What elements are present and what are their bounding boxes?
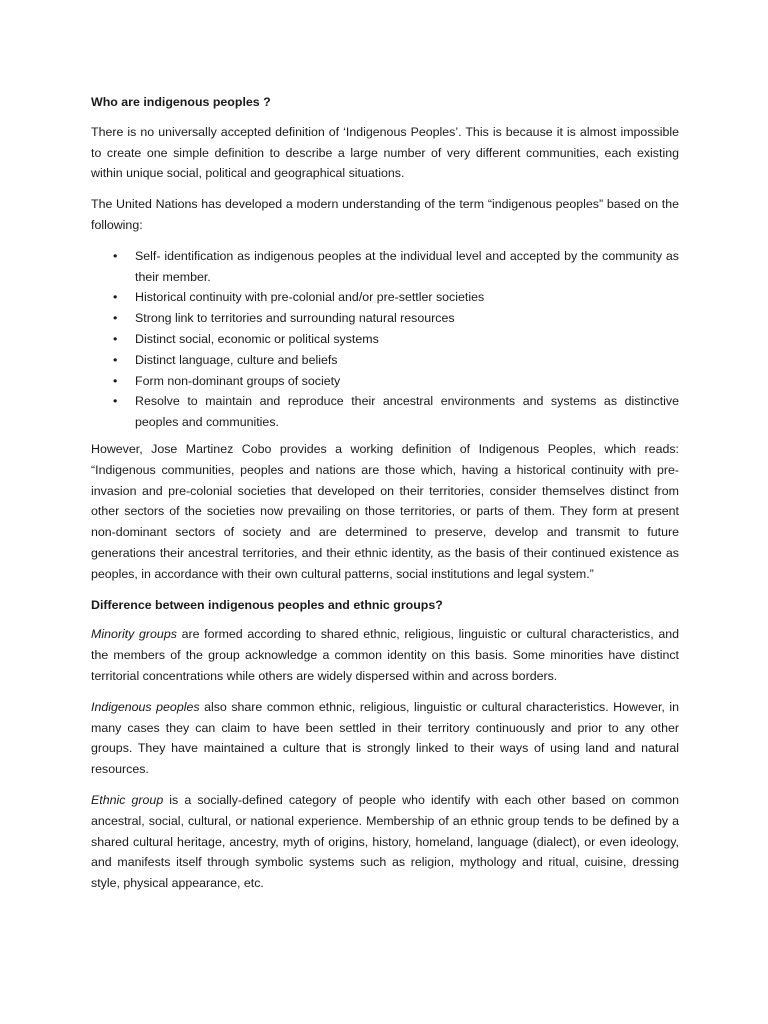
paragraph-cobo-definition: However, Jose Martinez Cobo provides a working definition of Indigenous Peoples, which reads: “Indigenous communities, peoples and nations are those which, having a historical continuity with pre-invasion and pre-colonial societies that developed on their territories, consider themselves distinct from other sectors of the societies now prevailing on those territories, or parts of them. They form at present non-dominant sectors of society and are determined to preserve, develop and transmit to future generations their ancestral territories, and their ethnic identity, as the basis of their continued existence as peoples, in accordance with their own cultural patterns, social institutions and legal system.” (91, 441, 679, 581)
list-item (91, 391, 679, 433)
list-item-text: Distinct language, culture and beliefs (135, 352, 338, 367)
list-item-text: Distinct social, economic or political systems (135, 331, 379, 346)
list-item (91, 350, 679, 371)
bullet-icon: • (113, 331, 118, 346)
paragraph-minority-groups (91, 624, 679, 686)
definition-indigenous-peoples: also share common ethnic, religious, linguistic or cultural characteristics. However, in many cases they can claim to have been settled in their territory continuously and prior to any other groups. They have maintained a culture that is strongly linked to their ways of using land and natural resources. (91, 699, 679, 777)
list-item-text: Self- identification as indigenous peoples at the individual level and accepted by the community as their member. (135, 248, 679, 284)
list-item-text: Strong link to territories and surrounding natural resources (135, 311, 455, 326)
bullet-icon: • (113, 352, 118, 367)
list-item (91, 308, 679, 329)
term-indigenous-peoples: Indigenous peoples (91, 699, 200, 714)
definition-ethnic-group: is a socially-defined category of people who identify with each other based on common ancestral, social, cultural, or national experience. Membership of an ethnic group tends to be defined by a shared cultural heritage, ancestry, myth of origins, history, homeland, language (dialect), or even ideology, and manifests itself through symbolic systems such as religion, mythology and ritual, cuisine, dressing style, physical appearance, etc. (91, 792, 679, 891)
document-page (91, 92, 679, 904)
bullet-icon: • (113, 394, 118, 409)
paragraph-no-universal-definition: There is no universally accepted definition of ‘Indigenous Peoples’. This is because it is almost impossible to create one simple definition to describe a large number of very different communities, each existing within unique social, political and geographical situations. (91, 124, 679, 181)
list-item (91, 329, 679, 350)
list-item-text: Resolve to maintain and reproduce their ancestral environments and systems as distinctive peoples and communities. (135, 394, 679, 430)
paragraph-ethnic-group (91, 790, 679, 894)
list-item (91, 246, 679, 288)
un-criteria-list (91, 246, 679, 433)
section-heading-difference: Difference between indigenous peoples and ethnic groups? (91, 597, 443, 612)
term-minority-groups: Minority groups (91, 627, 177, 642)
list-item-text: Form non-dominant groups of society (135, 373, 341, 388)
bullet-icon: • (113, 248, 118, 263)
list-item (91, 371, 679, 392)
bullet-icon: • (113, 290, 118, 305)
term-ethnic-group: Ethnic group (91, 792, 164, 807)
list-item-text: Historical continuity with pre-colonial and/or pre-settler societies (135, 290, 485, 305)
paragraph-un-understanding: The United Nations has developed a modern understanding of the term “indigenous peoples” based on the following: (91, 197, 679, 232)
paragraph-indigenous-peoples (91, 697, 679, 780)
definition-minority-groups: are formed according to shared ethnic, religious, linguistic or cultural characteristics, and the members of the group acknowledge a common identity on this basis. Some minorities have distinct territorial concentrations while others are widely dispersed within and across borders. (91, 627, 679, 683)
list-item (91, 287, 679, 308)
bullet-icon: • (113, 373, 118, 388)
bullet-icon: • (113, 311, 118, 326)
section-heading-who-are-indigenous: Who are indigenous peoples ? (91, 95, 271, 109)
